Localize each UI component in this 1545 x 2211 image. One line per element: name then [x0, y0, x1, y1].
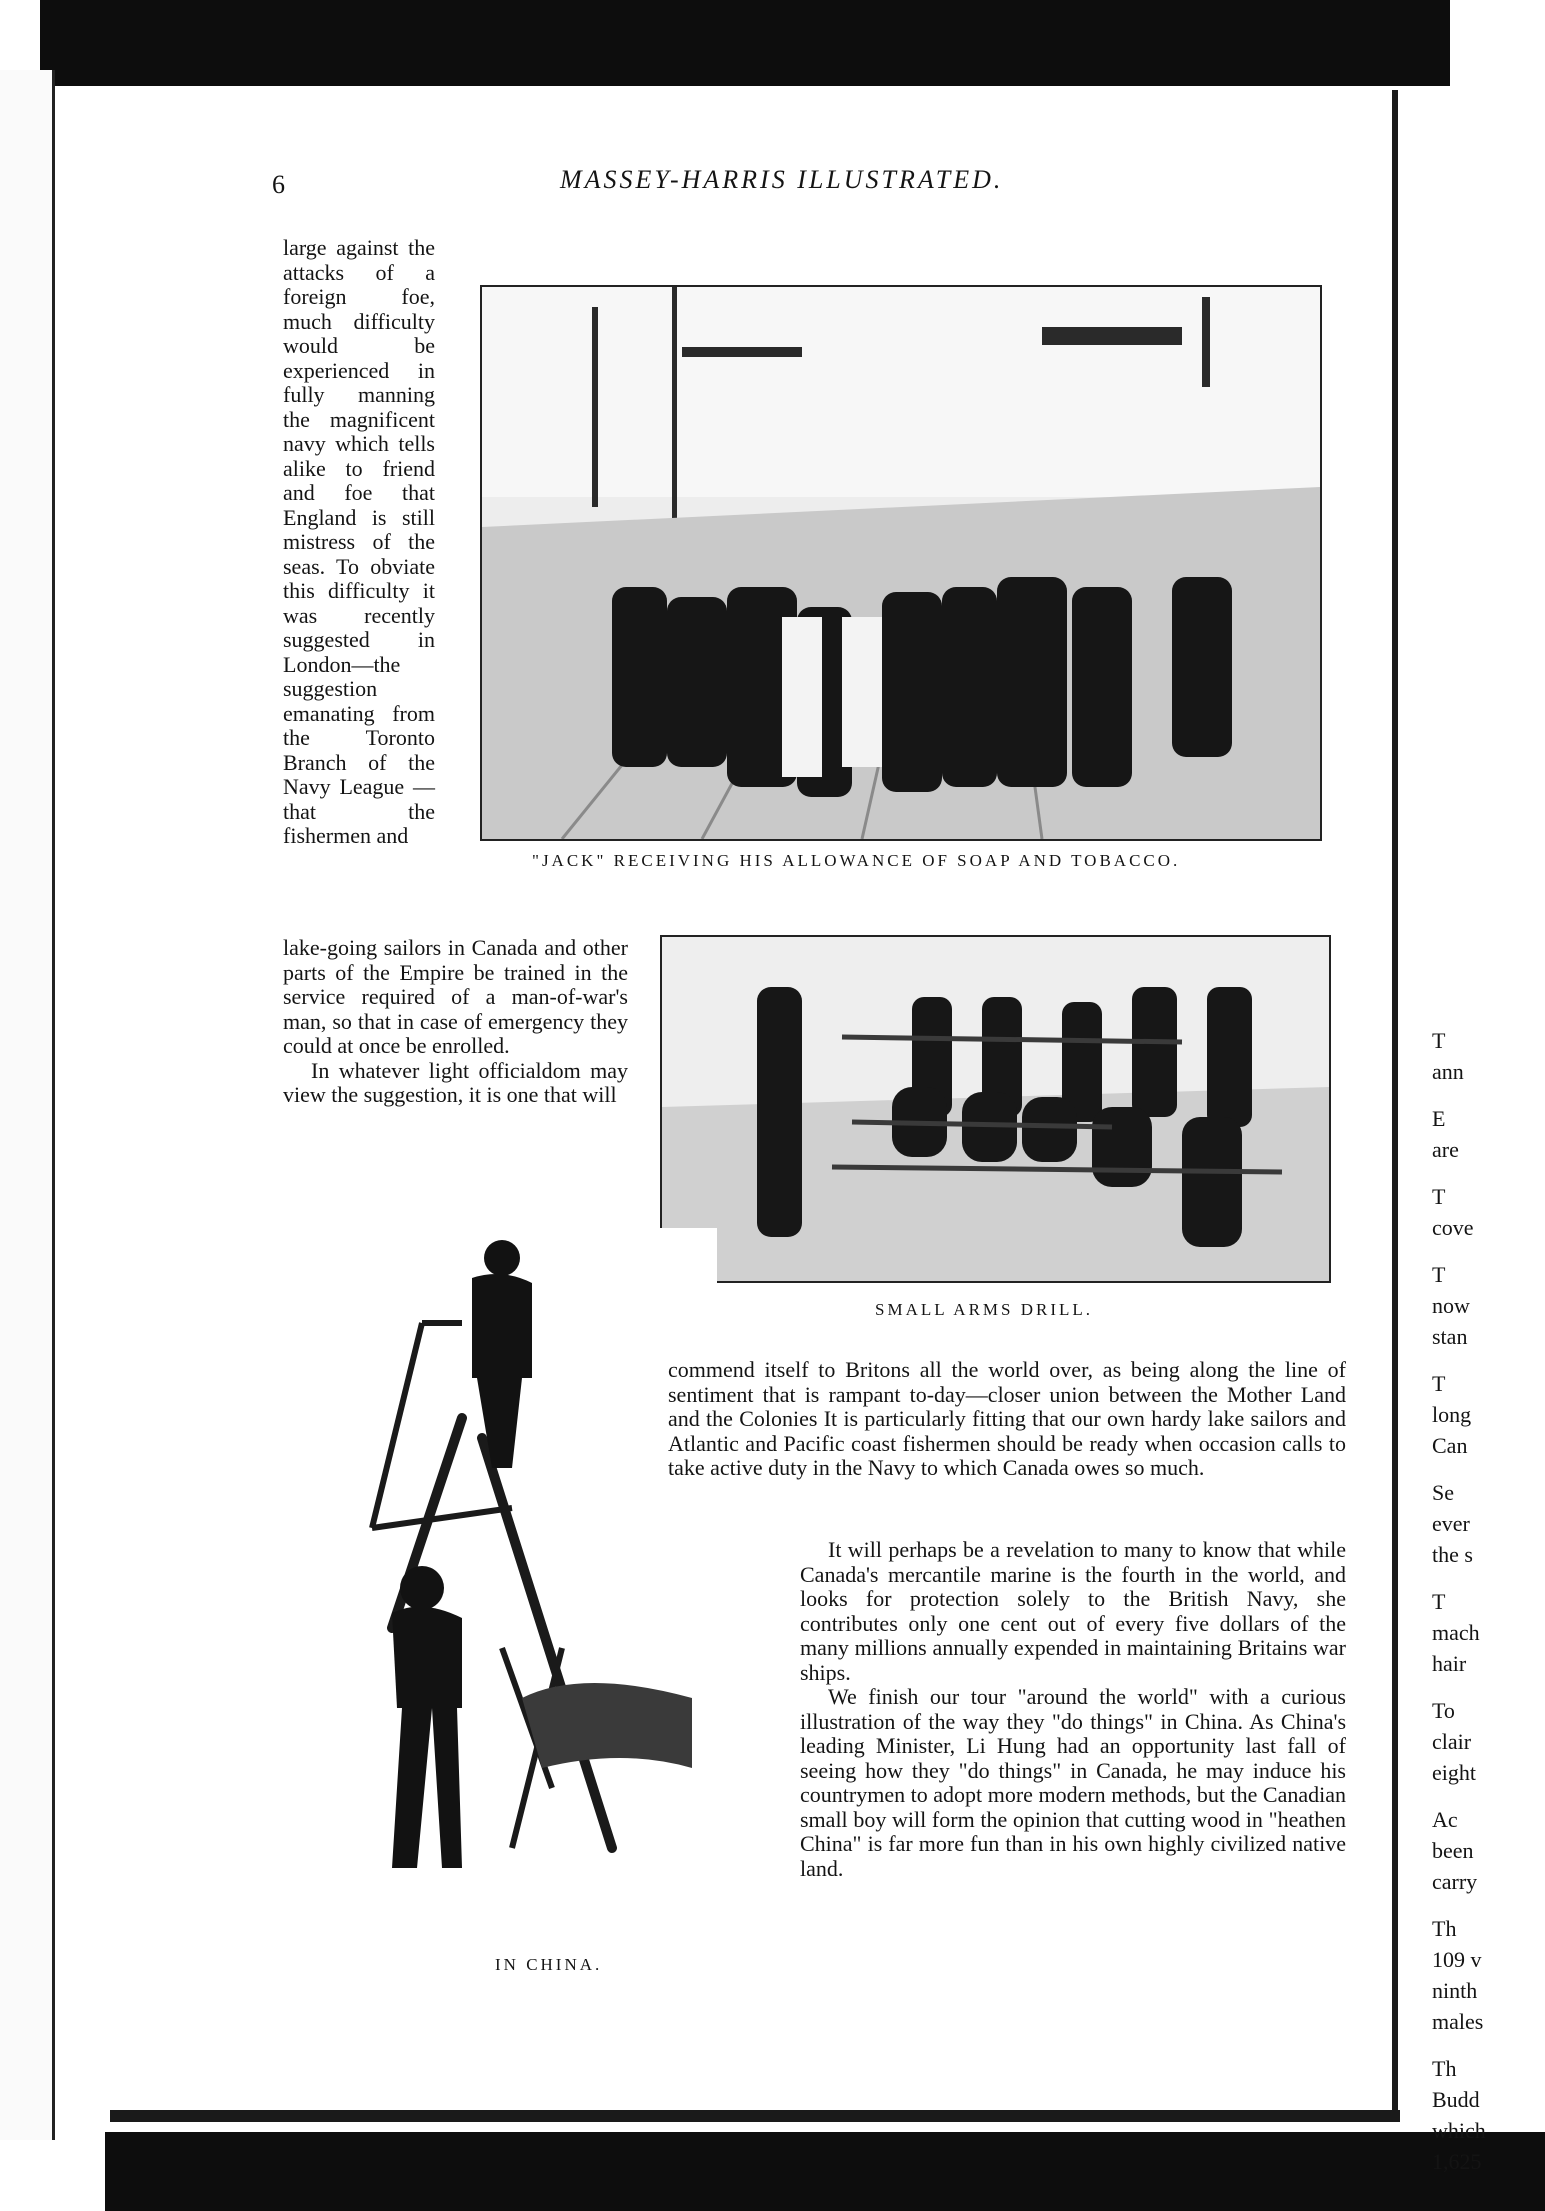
fragment-line: Th: [1432, 2056, 1457, 2081]
fragment-line: are: [1432, 1137, 1459, 1162]
fragment-line: long: [1432, 1402, 1472, 1427]
fragment-line: stan: [1432, 1324, 1468, 1349]
article-wide-column: [283, 936, 628, 1108]
fragment-line: Budd: [1432, 2087, 1480, 2112]
fragment-line: cove: [1432, 1215, 1474, 1240]
article-paragraph: It will perhaps be a revelation to many to know that while Canada's mercantile marine is the fourth in the world, and looks for protection solely to the British Navy, she contributes only one cent out of every five dollars of the many millions annually expended in maintaining Britains war ships.: [800, 1537, 1346, 1685]
fragment-line: hair: [1432, 1651, 1467, 1676]
article-paragraph: We finish our tour "around the world" with a curious illustration of the way they "do things" in China. As China's leading Minister, Li Hung had an opportunity last fall of seeing how they "do things" in Canada, he may induce his countrymen to adopt more modern methods, but the Canadian small boy will form the opinion that cutting wood in "heathen China" is far more fun than in his own highly civilized native land.: [800, 1684, 1346, 1881]
scan-top-border: [40, 0, 1450, 86]
fragment-line: which: [1432, 2118, 1486, 2143]
caption-sailors-allowance: "JACK" RECEIVING HIS ALLOWANCE OF SOAP AND TOBACCO.: [532, 851, 1181, 870]
fragment-line: 1,625: [1432, 2149, 1482, 2174]
fragment-line: carry: [1432, 1869, 1478, 1894]
article-paragraph: lake-going sailors in Canada and other parts of the Empire be trained in the service required of a man-of-war's man, so that in case of emergency they could at once be enrolled.: [283, 935, 628, 1058]
article-continuation: [668, 1358, 1346, 1481]
fragment-line: T: [1432, 1184, 1446, 1209]
fragment-line: T: [1432, 1589, 1446, 1614]
adjacent-page-fragments: [1432, 1025, 1545, 2177]
caption-in-china: IN CHINA.: [495, 1955, 603, 1974]
fragment-line: been: [1432, 1838, 1474, 1863]
article-closing-column: [800, 1538, 1346, 1881]
fragment-line: ever: [1432, 1511, 1470, 1536]
fragment-line: Se: [1432, 1480, 1454, 1505]
sailors-deck-image: [482, 287, 1320, 839]
fragment-line: To: [1432, 1698, 1455, 1723]
fragment-line: males: [1432, 2009, 1484, 2034]
fragment-line: ann: [1432, 1059, 1464, 1084]
scan-left-edge: [0, 70, 55, 2140]
photo-small-arms-drill: [660, 935, 1331, 1283]
article-narrow-column: [283, 236, 435, 849]
fragment-line: E: [1432, 1106, 1446, 1131]
running-title: MASSEY-HARRIS ILLUSTRATED.: [560, 165, 1004, 194]
article-paragraph: commend itself to Britons all the world over, as being along the line of sentiment that is rampant to-day—closer union between the Mother Land and the Colonies It is particularly fitting that our own hardy lake sailors and Atlantic and Pacific coast fishermen should be ready when occasion calls to take active duty in the Navy to which Canada owes so much.: [668, 1357, 1346, 1480]
fragment-line: ninth: [1432, 1978, 1478, 2003]
fragment-line: 109 v: [1432, 1947, 1482, 1972]
fragment-line: T: [1432, 1371, 1446, 1396]
article-paragraph: In whatever light officialdom may view the suggestion, it is one that will: [283, 1057, 628, 1107]
page-gutter-rule: [1392, 90, 1398, 2120]
article-text: large against the attacks of a foreign foe, much difficulty would be experienced in fully manning the magnificent navy which tells alike to friend and foe that England is still mistress of the seas. To obviate this difficulty it was recently suggested in London—the suggestion emanating from the Toronto Branch of the Navy League —that the fishermen and: [283, 235, 435, 848]
fragment-line: Ac: [1432, 1807, 1458, 1832]
fragment-line: eight: [1432, 1760, 1476, 1785]
scan-bottom-border: [105, 2132, 1545, 2211]
fragment-line: T: [1432, 1262, 1446, 1287]
fragment-line: clair: [1432, 1729, 1472, 1754]
fragment-line: mach: [1432, 1620, 1480, 1645]
fragment-line: T: [1432, 1028, 1446, 1053]
china-woodcut-image: [362, 1228, 717, 1896]
fragment-line: the s: [1432, 1542, 1473, 1567]
page-bottom-rule: [110, 2110, 1400, 2122]
illustration-in-china: [362, 1228, 717, 1896]
fragment-line: now: [1432, 1293, 1470, 1318]
fragment-line: Th: [1432, 1916, 1457, 1941]
drill-image: [662, 937, 1329, 1281]
photo-sailors-allowance: [480, 285, 1322, 841]
caption-small-arms-drill: SMALL ARMS DRILL.: [875, 1300, 1094, 1319]
page-number: 6: [272, 170, 285, 199]
fragment-line: Can: [1432, 1433, 1468, 1458]
